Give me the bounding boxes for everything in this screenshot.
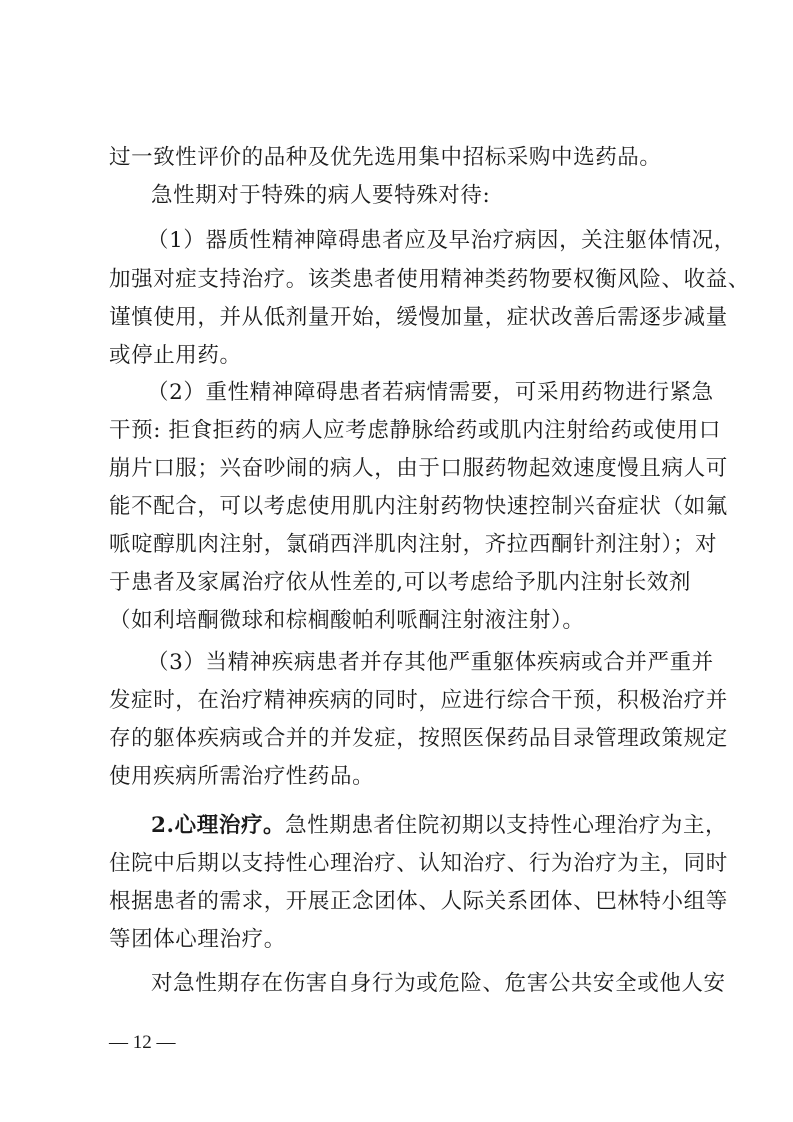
text-line: 或停止用药。 [109, 343, 242, 368]
text-line: 过一致性评价的品种及优先选用集中招标采购中选药品。 [109, 145, 662, 170]
text-line: （如利培酮微球和棕榈酸帕利哌酮注射液注射）。 [109, 608, 585, 633]
text-line: 崩片口服；兴奋吵闹的病人，由于口服药物起效速度慢且病人可 [109, 456, 728, 481]
section-heading: 2.心理治疗。 [151, 813, 286, 838]
text-line: 等团体心理治疗。 [109, 927, 286, 952]
text-line: （2）重性精神障碍患者若病情需要，可采用药物进行紧急 [147, 380, 714, 405]
section-heading-text: 急性期患者住院初期以支持性心理治疗为主， [285, 813, 728, 838]
section-heading-line [151, 811, 728, 841]
page-number: — 12 — [109, 1032, 176, 1053]
text-line: 发症时，在治疗精神疾病的同时，应进行综合干预，积极治疗并 [109, 688, 728, 713]
text-line: 使用疾病所需治疗性药品。 [109, 764, 375, 789]
text-line: 于患者及家属治疗依从性差的,可以考虑给予肌内注射长效剂 [109, 570, 692, 595]
text-line: （1）器质性精神障碍患者应及早治疗病因，关注躯体情况， [147, 228, 736, 253]
text-line: 根据患者的需求，开展正念团体、人际关系团体、巴林特小组等 [109, 889, 728, 914]
text-line: 存的躯体疾病或合并的并发症，按照医保药品目录管理政策规定 [109, 726, 728, 751]
text-line: 加强对症支持治疗。该类患者使用精神类药物要权衡风险、收益、 [109, 267, 750, 292]
text-line: （3）当精神疾病患者并存其他严重躯体疾病或合并严重并 [147, 650, 714, 675]
text-line: 对急性期存在伤害自身行为或危险、危害公共安全或他人安 [151, 971, 726, 996]
text-line: 住院中后期以支持性心理治疗、认知治疗、行为治疗为主，同时 [109, 851, 728, 876]
text-line: 能不配合，可以考虑使用肌内注射药物快速控制兴奋症状（如氟 [109, 494, 728, 519]
text-line: 谨慎使用，并从低剂量开始，缓慢加量，症状改善后需逐步减量 [109, 305, 728, 330]
text-line: 哌啶醇肌肉注射，氯硝西泮肌肉注射，齐拉西酮针剂注射）；对 [109, 532, 718, 557]
text-line: 急性期对于特殊的病人要特殊对待: [151, 183, 491, 208]
text-line: 干预: 拒食拒药的病人应考虑静脉给药或肌内注射给药或使用口 [109, 418, 721, 443]
